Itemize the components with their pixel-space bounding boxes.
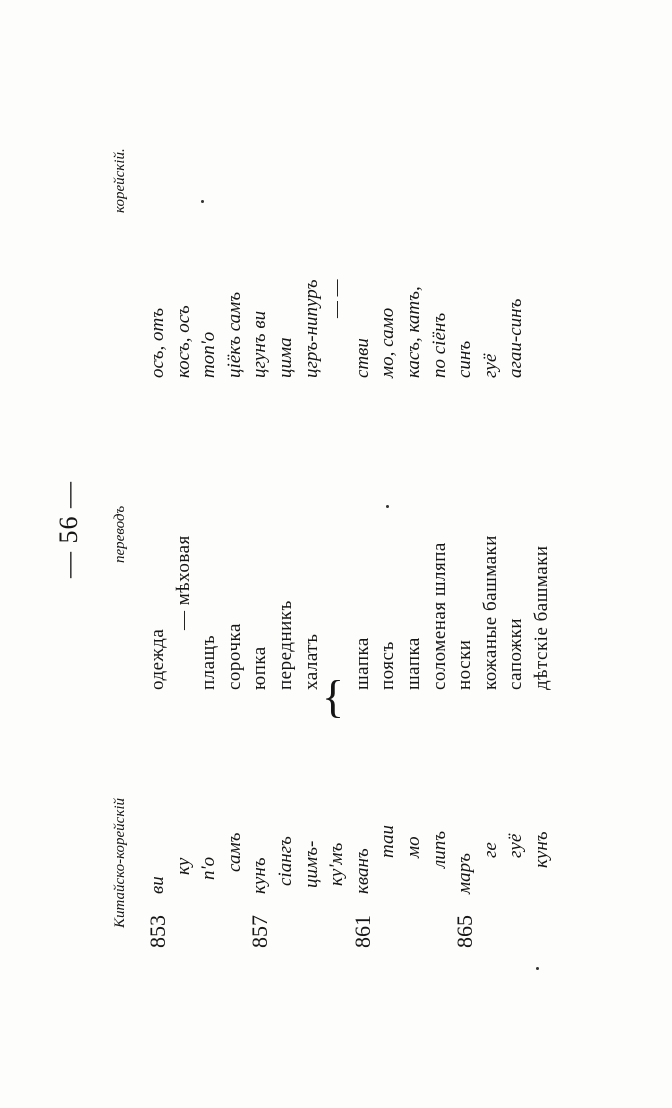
russian-translation: соломеная шляпа xyxy=(428,542,450,690)
page-number: — 56 — xyxy=(54,481,83,578)
chinese-korean-word: ку xyxy=(172,857,194,875)
print-speck xyxy=(536,967,539,970)
korean-word: агаи-синъ xyxy=(505,298,527,378)
korean-word: — — xyxy=(326,279,348,318)
header-korean: корейскій. xyxy=(112,148,128,213)
russian-translation: кожаные башмаки xyxy=(479,535,501,690)
korean-word: цгръ-нипуръ xyxy=(300,279,322,378)
chinese-korean-word: цимъ- xyxy=(300,840,322,888)
table-row xyxy=(321,0,350,1108)
korean-word: гуё xyxy=(479,353,501,378)
korean-word: стви xyxy=(351,338,373,378)
entry-number: 861 xyxy=(349,915,375,948)
table-row xyxy=(350,0,376,1108)
chinese-korean-word: гуё xyxy=(505,833,527,858)
print-speck xyxy=(386,505,389,508)
russian-translation: передникъ xyxy=(275,600,296,690)
chinese-korean-word: кунъ xyxy=(249,857,271,894)
table-row xyxy=(222,0,248,1108)
table-row xyxy=(247,0,273,1108)
russian-translation: юпка xyxy=(249,646,271,690)
korean-word: топ'о xyxy=(198,331,220,378)
chinese-korean-word: мо xyxy=(403,836,424,858)
russian-translation: шапка xyxy=(403,637,424,690)
table-row xyxy=(171,0,197,1108)
table-row xyxy=(529,0,555,1108)
chinese-korean-word: ге xyxy=(479,842,501,858)
korean-word: мо, само xyxy=(377,307,399,378)
table-row xyxy=(503,0,529,1108)
table-row xyxy=(401,0,427,1108)
table-row xyxy=(452,0,478,1108)
chinese-korean-word: липъ xyxy=(428,830,450,868)
entry-number: 865 xyxy=(452,915,478,948)
chinese-korean-word: п'о xyxy=(198,856,220,880)
korean-word: цгунъ ви xyxy=(249,310,271,378)
print-speck xyxy=(201,200,204,203)
table-row xyxy=(196,0,222,1108)
entry-number: 857 xyxy=(247,915,273,948)
chinese-korean-word: самъ xyxy=(223,832,245,872)
chinese-korean-word: ви xyxy=(147,876,168,894)
header-translation: переводъ xyxy=(112,505,128,563)
entry-number: 853 xyxy=(145,915,170,948)
russian-translation: одежда xyxy=(147,628,168,690)
grouping-brace: { xyxy=(321,670,345,722)
russian-translation: поясъ xyxy=(377,641,399,690)
chinese-korean-word: таи xyxy=(377,825,399,858)
chinese-korean-word: ку'мъ xyxy=(326,842,348,886)
russian-translation: шапка xyxy=(351,637,373,690)
table-row xyxy=(145,0,171,1108)
korean-word: косъ, осъ xyxy=(172,305,194,378)
table-row xyxy=(427,0,453,1108)
russian-translation: дѣтскiе башмаки xyxy=(531,545,552,690)
chinese-korean-word: сiангъ xyxy=(275,836,296,886)
korean-word: по сiёнъ xyxy=(428,312,450,378)
table-row xyxy=(478,0,504,1108)
chinese-korean-word: кунъ xyxy=(531,831,552,868)
russian-translation: плащъ xyxy=(198,634,220,690)
russian-translation: сорочка xyxy=(223,623,245,690)
korean-word: осъ, отъ xyxy=(147,307,168,378)
korean-word: цiёкъ самъ xyxy=(223,291,245,378)
korean-word: цима xyxy=(275,337,296,378)
russian-translation: сапожки xyxy=(505,617,527,690)
russian-translation: халатъ xyxy=(300,633,322,690)
table-row xyxy=(375,0,401,1108)
table-row xyxy=(273,0,299,1108)
korean-word: синъ xyxy=(454,340,476,378)
russian-translation: — мѣховая xyxy=(172,535,194,630)
korean-word: касъ, катъ, xyxy=(403,286,424,378)
table-row xyxy=(299,0,325,1108)
chinese-korean-word: маръ xyxy=(454,853,476,894)
header-chinese-korean: Китайско-корейскій xyxy=(112,797,128,928)
chinese-korean-word: кванъ xyxy=(351,848,373,894)
russian-translation: носки xyxy=(454,639,476,690)
